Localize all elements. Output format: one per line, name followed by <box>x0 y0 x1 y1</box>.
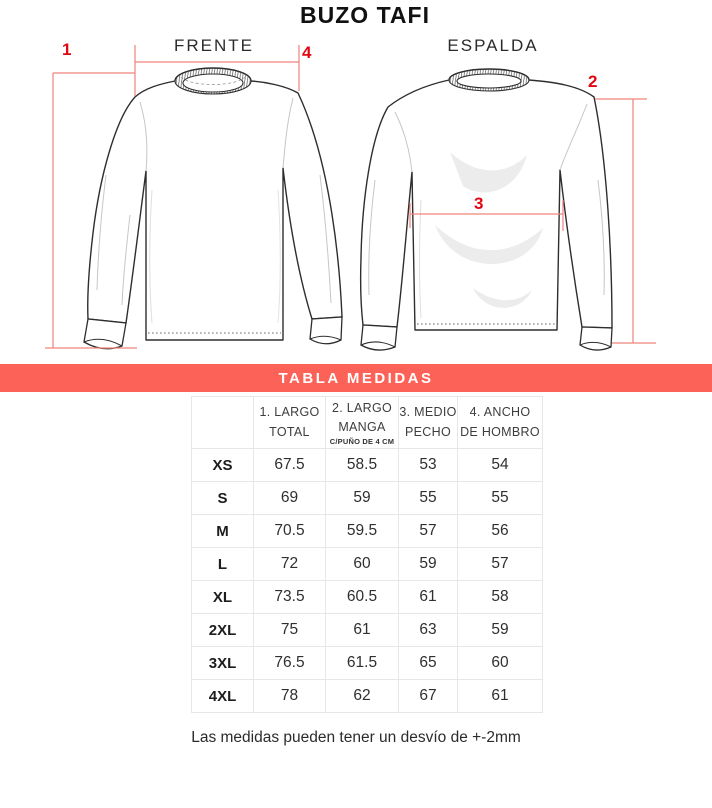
measure-value: 78 <box>254 680 326 713</box>
tolerance-note: Las medidas pueden tener un desvío de +-2mm <box>191 729 521 746</box>
size-label: 4XL <box>192 680 254 713</box>
size-row-xl <box>192 581 543 614</box>
back-view-label: ESPALDA <box>447 36 539 55</box>
size-row-l <box>192 548 543 581</box>
size-table-head-row <box>192 397 543 449</box>
size-label: L <box>192 548 254 581</box>
size-row-xs <box>192 449 543 482</box>
measure-value: 53 <box>399 449 458 482</box>
measure-label-1: 1 <box>62 40 72 59</box>
measure-column-header: 1. LARGO TOTAL <box>254 397 326 449</box>
measure-label-4: 4 <box>302 43 312 62</box>
measure-label-3: 3 <box>474 194 484 213</box>
measure-value: 59 <box>399 548 458 581</box>
measure-value: 60.5 <box>326 581 399 614</box>
measure-value: 57 <box>458 548 543 581</box>
measure-value: 61 <box>399 581 458 614</box>
size-row-3xl <box>192 647 543 680</box>
table-banner <box>0 364 712 392</box>
measure-value: 59 <box>326 482 399 515</box>
measure-value: 55 <box>399 482 458 515</box>
measure-value: 65 <box>399 647 458 680</box>
size-row-4xl <box>192 680 543 713</box>
size-table <box>191 396 543 713</box>
measure-column-header: 2. LARGO MANGA C/PUÑO DE 4 CM <box>326 397 399 449</box>
measure-value: 60 <box>458 647 543 680</box>
measure-value: 76.5 <box>254 647 326 680</box>
table-banner-label: TABLA MEDIDAS <box>278 369 434 387</box>
measure-value: 59 <box>458 614 543 647</box>
measure-value: 63 <box>399 614 458 647</box>
size-label: 3XL <box>192 647 254 680</box>
measure-value: 56 <box>458 515 543 548</box>
size-label: S <box>192 482 254 515</box>
measure-value: 61.5 <box>326 647 399 680</box>
measure-value: 73.5 <box>254 581 326 614</box>
measure-value: 55 <box>458 482 543 515</box>
measure-column-header: 4. ANCHO DE HOMBRO <box>458 397 543 449</box>
measure-value: 59.5 <box>326 515 399 548</box>
measure-column-header: 3. MEDIO PECHO <box>399 397 458 449</box>
measure-value: 75 <box>254 614 326 647</box>
measure-value: 69 <box>254 482 326 515</box>
measure-value: 67.5 <box>254 449 326 482</box>
size-label: M <box>192 515 254 548</box>
size-table-wrapper <box>191 396 543 713</box>
measure-value: 58 <box>458 581 543 614</box>
measure-value: 58.5 <box>326 449 399 482</box>
size-column-header <box>192 397 254 449</box>
size-row-m <box>192 515 543 548</box>
measure-value: 62 <box>326 680 399 713</box>
measure-value: 67 <box>399 680 458 713</box>
size-label: XS <box>192 449 254 482</box>
front-view-label: FRENTE <box>174 36 254 55</box>
page-title: BUZO TAFI <box>300 2 430 28</box>
back-garment-drawing <box>355 60 665 360</box>
measure-label-2: 2 <box>588 72 598 91</box>
measure-value: 60 <box>326 548 399 581</box>
measure-value: 54 <box>458 449 543 482</box>
size-label: XL <box>192 581 254 614</box>
size-label: 2XL <box>192 614 254 647</box>
front-garment-drawing <box>40 55 360 360</box>
measure-value: 72 <box>254 548 326 581</box>
size-row-s <box>192 482 543 515</box>
size-row-2xl <box>192 614 543 647</box>
measure-value: 57 <box>399 515 458 548</box>
measure-value: 61 <box>458 680 543 713</box>
size-table-body <box>192 449 543 713</box>
measure-value: 70.5 <box>254 515 326 548</box>
measure-value: 61 <box>326 614 399 647</box>
